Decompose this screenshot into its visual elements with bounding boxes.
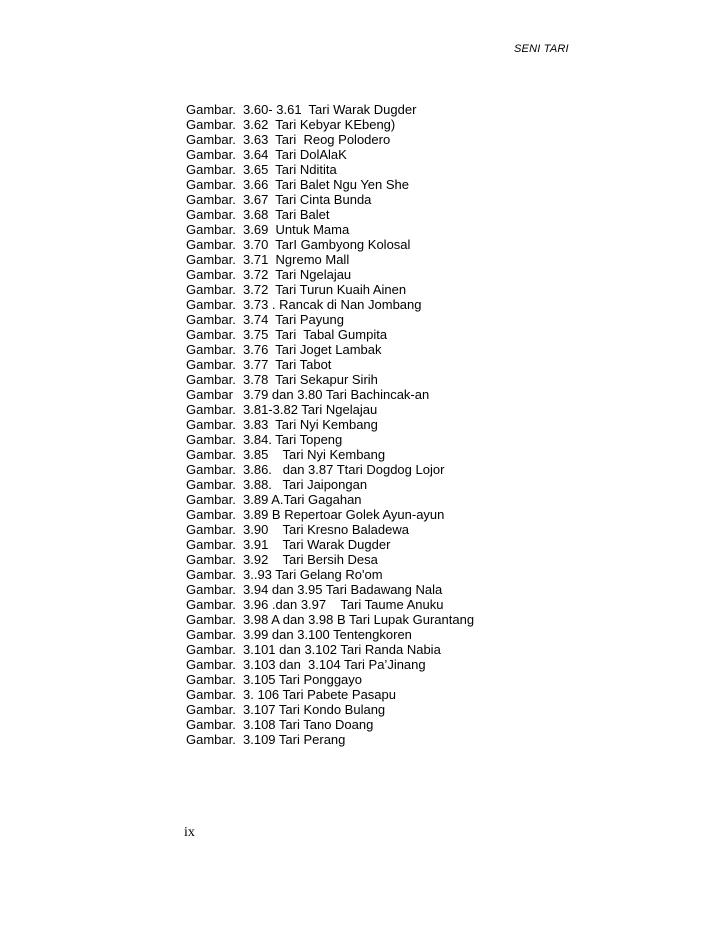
figure-caption: 3.72 Tari Turun Kuaih Ainen [243,282,407,297]
figure-label: Gambar. [186,657,236,672]
list-item [186,282,474,297]
figure-label: Gambar. [186,447,236,462]
list-item [186,717,474,732]
figure-label: Gambar. [186,312,236,327]
list-item [186,417,474,432]
list-item [186,312,474,327]
figure-caption: 3.92 Tari Bersih Desa [243,552,378,567]
list-item [186,567,474,582]
figure-caption: 3.65 Tari Nditita [243,162,337,177]
list-item [186,462,474,477]
list-item [186,222,474,237]
figure-label: Gambar. [186,417,236,432]
figure-label: Gambar. [186,432,236,447]
figure-label: Gambar. [186,597,236,612]
figure-label: Gambar. [186,177,236,192]
list-item [186,732,474,747]
list-item [186,237,474,252]
figure-caption: 3.89 A.Tari Gagahan [243,492,362,507]
figure-caption: 3.69 Untuk Mama [243,222,350,237]
figure-label: Gambar. [186,612,236,627]
figure-caption: 3.96 .dan 3.97 Tari Taume Anuku [243,597,444,612]
figure-caption: 3.62 Tari Kebyar KEbeng) [243,117,396,132]
figure-label: Gambar. [186,222,236,237]
figure-label: Gambar. [186,402,236,417]
figure-label: Gambar. [186,717,236,732]
list-item [186,432,474,447]
list-item [186,102,474,117]
figure-label: Gambar. [186,672,236,687]
figure-label: Gambar. [186,282,236,297]
figure-caption: 3.64 Tari DolAlaK [243,147,347,162]
list-item [186,672,474,687]
figure-caption: 3.94 dan 3.95 Tari Badawang Nala [243,582,443,597]
list-item [186,492,474,507]
figure-caption: 3.103 dan 3.104 Tari Pa’Jinang [243,657,426,672]
figure-caption: 3.107 Tari Kondo Bulang [243,702,386,717]
figure-caption: 3.79 dan 3.80 Tari Bachincak-an [243,387,430,402]
figure-caption: 3.75 Tari Tabal Gumpita [243,327,388,342]
figure-caption: 3.83 Tari Nyi Kembang [243,417,378,432]
list-item [186,537,474,552]
figure-label: Gambar. [186,552,236,567]
list-item [186,477,474,492]
figure-caption: 3.85 Tari Nyi Kembang [243,447,386,462]
figure-caption: 3.88. Tari Jaipongan [243,477,368,492]
figure-label: Gambar. [186,267,236,282]
list-item [186,402,474,417]
figure-label: Gambar. [186,192,236,207]
figure-label: Gambar. [186,102,236,117]
list-item [186,597,474,612]
figure-caption: 3.63 Tari Reog Polodero [243,132,391,147]
list-item [186,117,474,132]
figure-label: Gambar. [186,537,236,552]
list-item [186,507,474,522]
figure-caption: 3..93 Tari Gelang Ro'om [243,567,383,582]
figure-caption: 3.89 B Repertoar Golek Ayun-ayun [243,507,445,522]
figure-caption: 3.98 A dan 3.98 B Tari Lupak Gurantang [243,612,475,627]
figure-label: Gambar. [186,357,236,372]
figure-caption: 3.73 . Rancak di Nan Jombang [243,297,422,312]
figure-caption: 3.78 Tari Sekapur Sirih [243,372,378,387]
list-item [186,147,474,162]
list-item [186,357,474,372]
figure-label: Gambar. [186,492,236,507]
list-item [186,207,474,222]
figure-label: Gambar. [186,567,236,582]
figure-caption: 3.70 TarI Gambyong Kolosal [243,237,411,252]
figure-label: Gambar. [186,522,236,537]
figure-label: Gambar. [186,702,236,717]
list-item [186,552,474,567]
figure-caption: 3.108 Tari Tano Doang [243,717,374,732]
figure-label: Gambar. [186,252,236,267]
figure-list [186,102,474,747]
figure-label: Gambar. [186,132,236,147]
figure-label: Gambar. [186,687,236,702]
list-item [186,687,474,702]
figure-caption: 3. 106 Tari Pabete Pasapu [243,687,396,702]
figure-caption: 3.68 Tari Balet [243,207,330,222]
list-item [186,297,474,312]
figure-label: Gambar. [186,237,236,252]
figure-label: Gambar [186,387,233,402]
list-item [186,612,474,627]
figure-label: Gambar. [186,642,236,657]
figure-caption: 3.91 Tari Warak Dugder [243,537,391,552]
figure-label: Gambar. [186,732,236,747]
list-item [186,657,474,672]
list-item [186,702,474,717]
figure-caption: 3.76 Tari Joget Lambak [243,342,382,357]
list-item [186,177,474,192]
figure-caption: 3.109 Tari Perang [243,732,346,747]
figure-label: Gambar. [186,207,236,222]
page-number: ix [184,825,195,840]
figure-label: Gambar. [186,627,236,642]
list-item [186,642,474,657]
figure-label: Gambar. [186,327,236,342]
figure-label: Gambar. [186,147,236,162]
figure-caption: 3.71 Ngremo Mall [243,252,350,267]
figure-label: Gambar. [186,507,236,522]
figure-caption: 3.84. Tari Topeng [243,432,343,447]
figure-label: Gambar. [186,462,236,477]
figure-caption: 3.74 Tari Payung [243,312,344,327]
figure-label: Gambar. [186,477,236,492]
list-item [186,327,474,342]
figure-label: Gambar. [186,372,236,387]
figure-label: Gambar. [186,117,236,132]
list-item [186,342,474,357]
list-item [186,387,474,402]
list-item [186,582,474,597]
figure-label: Gambar. [186,582,236,597]
figure-caption: 3.101 dan 3.102 Tari Randa Nabia [243,642,441,657]
figure-caption: 3.105 Tari Ponggayo [243,672,363,687]
figure-caption: 3.77 Tari Tabot [243,357,332,372]
list-item [186,252,474,267]
list-item [186,627,474,642]
figure-label: Gambar. [186,297,236,312]
figure-caption: 3.66 Tari Balet Ngu Yen She [243,177,409,192]
list-item [186,132,474,147]
list-item [186,267,474,282]
figure-caption: 3.72 Tari Ngelajau [243,267,352,282]
figure-caption: 3.90 Tari Kresno Baladewa [243,522,409,537]
figure-caption: 3.60- 3.61 Tari Warak Dugder [243,102,417,117]
figure-caption: 3.67 Tari Cinta Bunda [243,192,372,207]
figure-label: Gambar. [186,342,236,357]
list-item [186,447,474,462]
figure-caption: 3.81-3.82 Tari Ngelajau [243,402,378,417]
figure-label: Gambar. [186,162,236,177]
figure-caption: 3.86. dan 3.87 Ttari Dogdog Lojor [243,462,445,477]
list-item [186,372,474,387]
figure-caption: 3.99 dan 3.100 Tentengkoren [243,627,412,642]
running-header: SENI TARI [514,43,569,55]
list-item [186,192,474,207]
list-item [186,162,474,177]
list-item [186,522,474,537]
